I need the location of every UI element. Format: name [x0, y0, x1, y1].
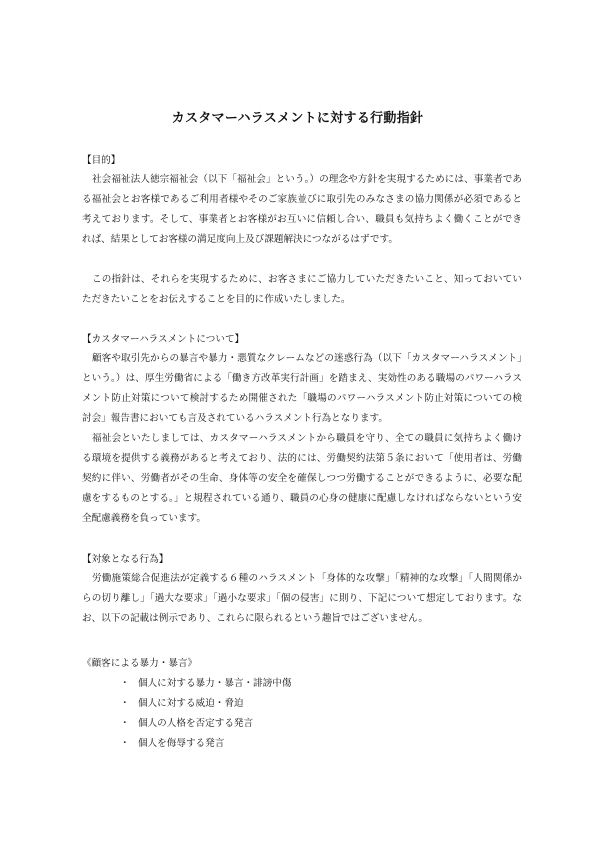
bullet-mark: ・ — [120, 678, 130, 689]
section-heading-customer-harassment: 【カスタマーハラスメントについて】 — [82, 334, 245, 345]
list-item — [0, 694, 595, 714]
bullet-mark: ・ — [120, 698, 130, 709]
list-item — [0, 674, 595, 694]
bullet-mark: ・ — [120, 738, 130, 749]
section-heading-target-acts: 【対象となる行為】 — [82, 554, 169, 565]
list-item — [0, 714, 595, 734]
section-heading-purpose: 【目的】 — [82, 155, 121, 166]
paragraph-purpose-1: 社会福祉法人徳宗福祉会（以下「福祉会」という。）の理念や方針を実現するためには、事業者である福祉会とお客様であるご利用者様やそのご家族並びに取引先のみなさまの協力関係が必須であると考えております。そして、事業者とお客様がお互いに信頼し合い、職員も気持ちよく働くことができれば、結果としてお客様の満足度向上及び課題解決につながるはずです。 — [82, 174, 522, 245]
list-item-text: 個人の人格を否定する発言 — [138, 718, 254, 729]
list-item — [0, 734, 595, 754]
paragraph-target-acts: 労働施策総合促進法が定義する６種のハラスメント「身体的な攻撃」「精神的な攻撃」「人間関係からの切り離し」「過大な要求」「過小な要求」「個の侵害」に則り、下記について想定しております。なお、以下の記載は例示であり、これらに限られるという趣旨ではございません。 — [82, 573, 522, 624]
paragraph-harassment-2: 福祉会といたしましては、カスタマーハラスメントから職員を守り、全ての職員に気持ちよく働ける環境を提供する義務があると考えており、法的には、労働契約法第５条において「使用者は、労働契約に伴い、労働者がその生命、身体等の安全を確保しつつ労働することができるように、必要な配慮をするものとする。」と規程されている通り、職員の心身の健康に配慮しなければならないという安全配慮義務を負っています。 — [82, 433, 522, 524]
bullet-mark: ・ — [120, 718, 130, 729]
subsection-heading-violence: 《顧客による暴力・暴言》 — [82, 658, 198, 669]
violence-list — [0, 674, 595, 754]
list-item-text: 個人を侮辱する発言 — [138, 738, 225, 749]
page-title: カスタマーハラスメントに対する行動指針 — [171, 111, 424, 126]
paragraph-purpose-2: この指針は、それらを実現するために、お客さまにご協力していただきたいこと、知っておいていただきたいことをお伝えすることを目的に作成いたしました。 — [82, 274, 522, 305]
list-item-text: 個人に対する暴力・暴言・誹謗中傷 — [138, 678, 292, 689]
paragraph-harassment-1: 顧客や取引先からの暴言や暴力・悪質なクレームなどの迷惑行為（以下「カスタマーハラスメント」という。）は、厚生労働省による「働き方改革実行計画」を踏まえ、実効性のある職場のパワーハラスメント防止対策について検討するため開催された「職場のパワーハラスメント防止対策についての検討会」報告書においても言及されているハラスメント行為となります。 — [82, 353, 522, 424]
list-item-text: 個人に対する威迫・脅迫 — [138, 698, 244, 709]
